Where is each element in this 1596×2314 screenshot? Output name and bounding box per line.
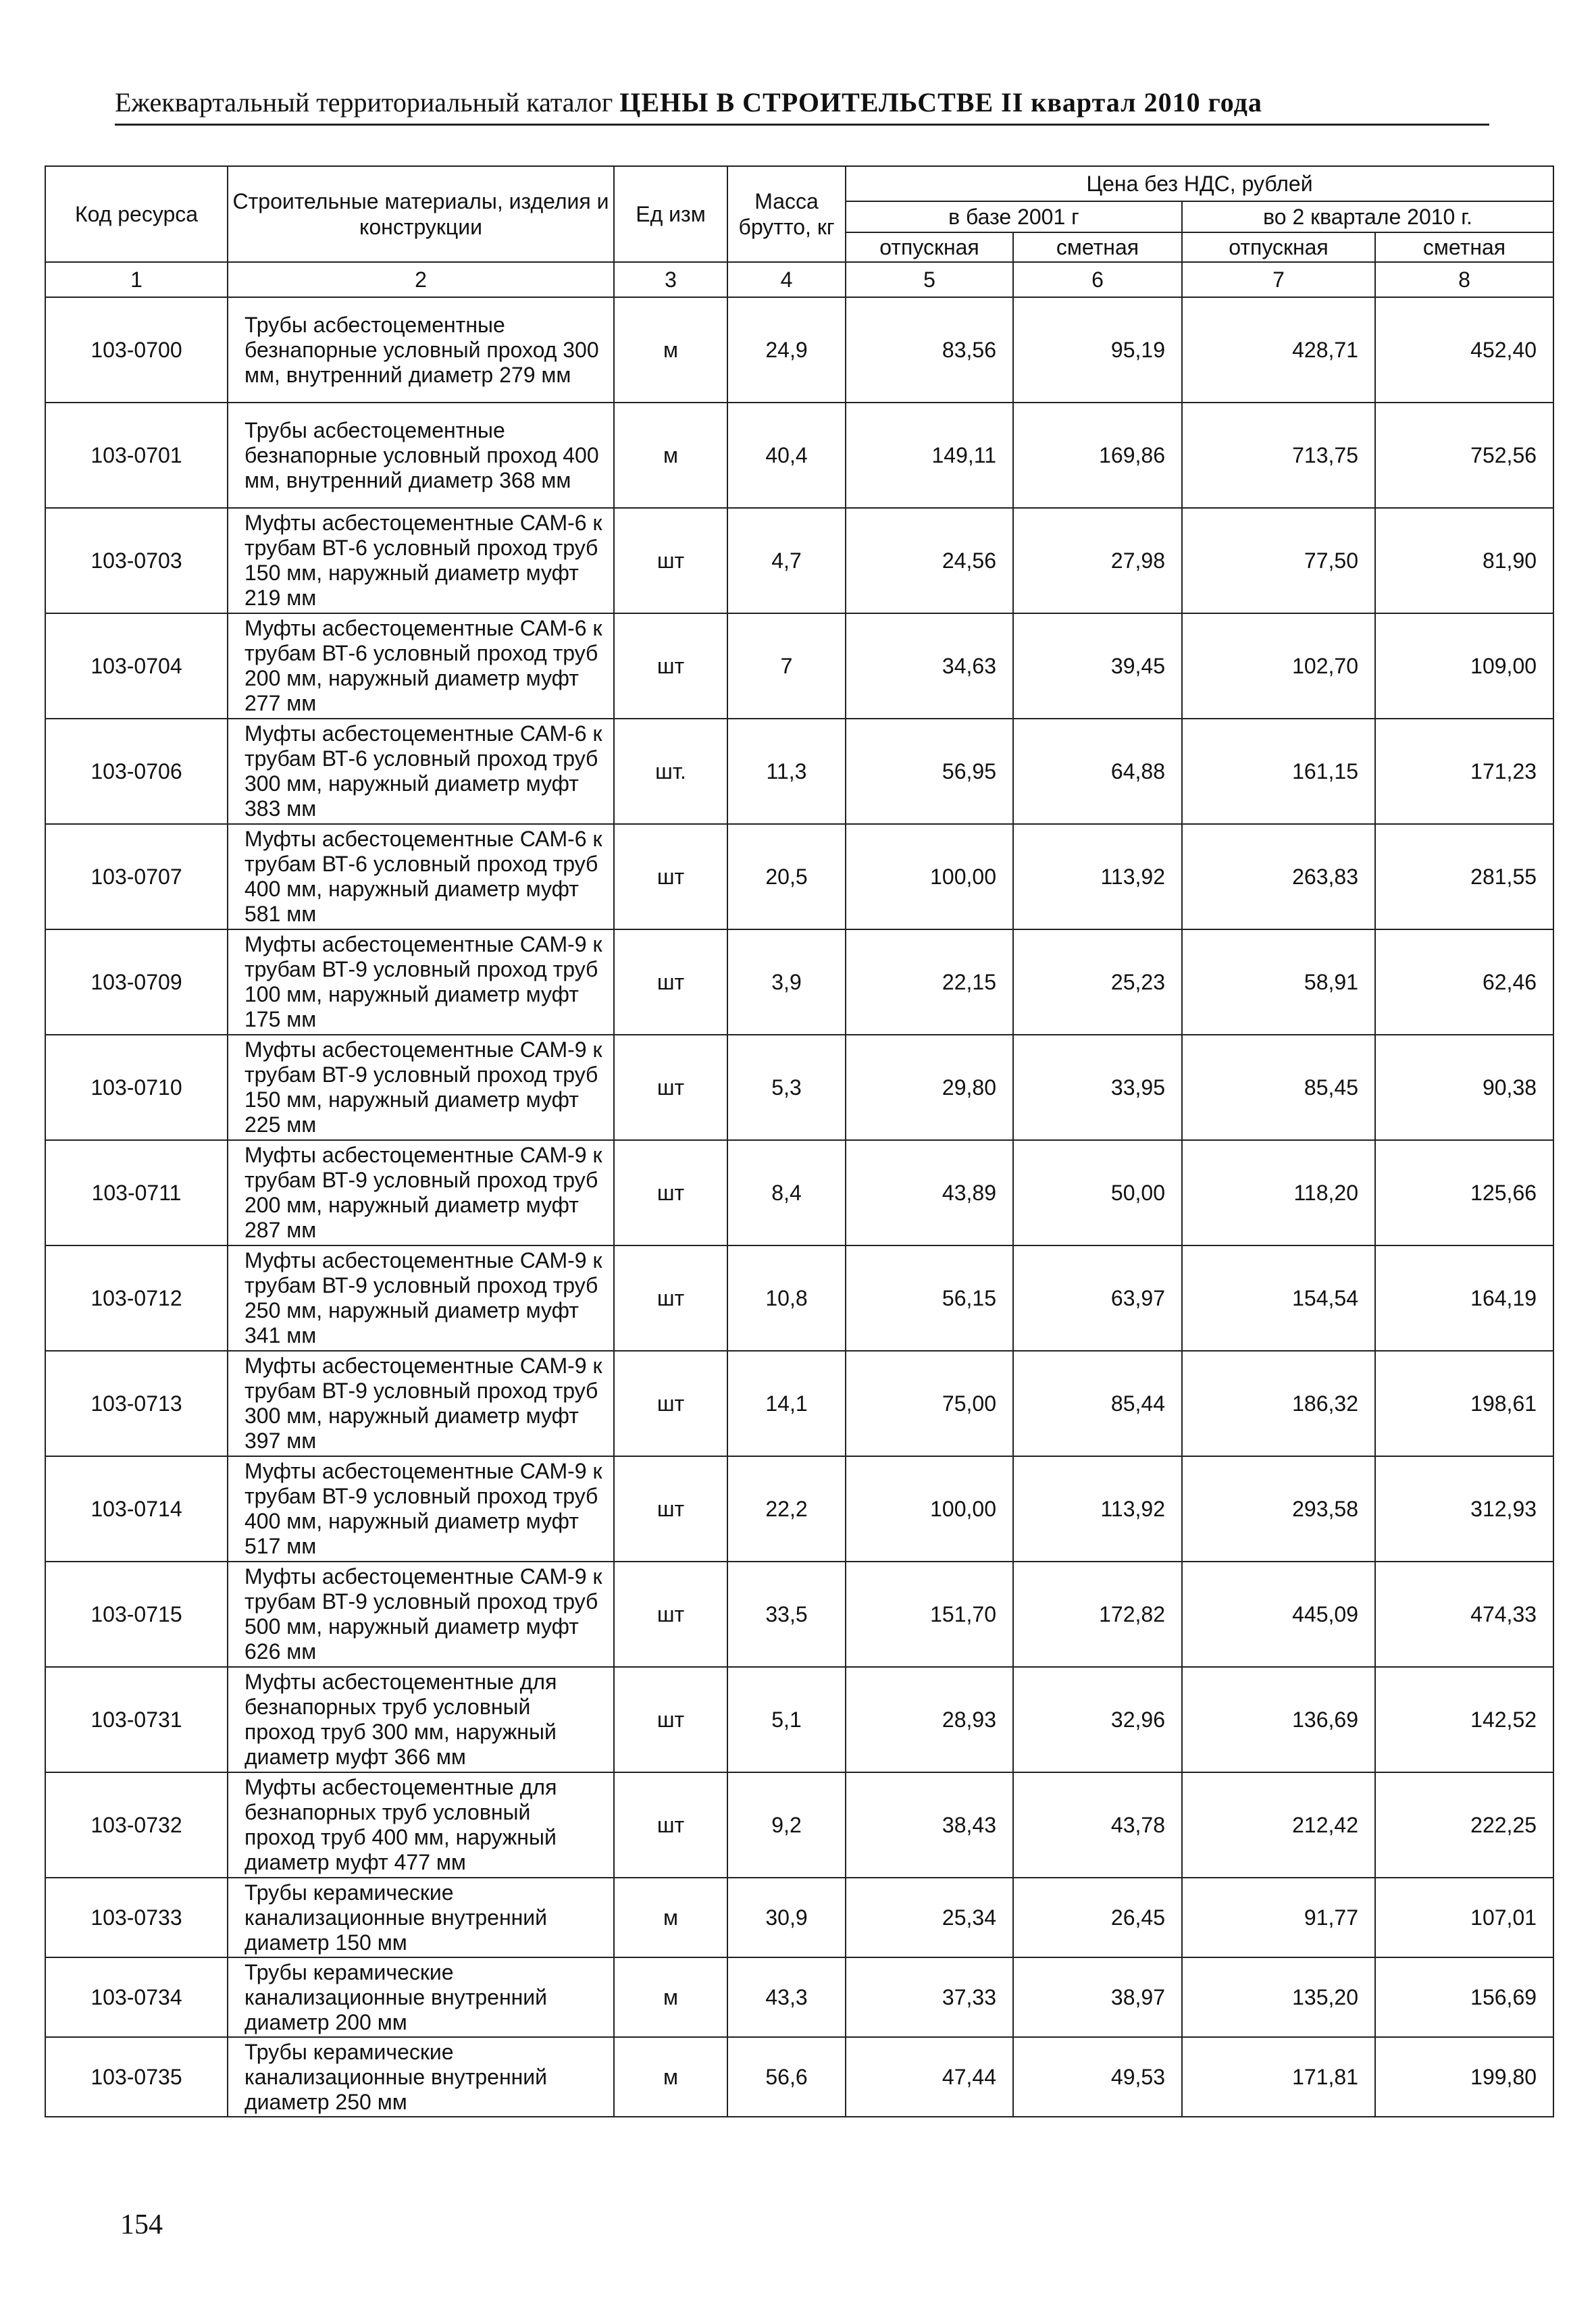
resource-code: 103-0700 (45, 297, 228, 403)
estimate-price-2010: 199,80 (1375, 2037, 1553, 2117)
estimate-price-2001: 33,95 (1013, 1035, 1182, 1140)
estimate-price-2001: 38,97 (1013, 1957, 1182, 2037)
estimate-price-2010: 109,00 (1375, 613, 1553, 719)
material-name: Муфты асбестоцементные САМ-9 к трубам ВТ-9 условный проход труб 150 мм, наружный диаметр муфт 225 мм (228, 1035, 614, 1140)
header-estimate-price-2010: сметная (1375, 232, 1553, 262)
header-estimate-price-2001: сметная (1013, 232, 1182, 262)
unit-cell: м (614, 1957, 727, 2037)
estimate-price-2010: 474,33 (1375, 1562, 1553, 1667)
unit-cell: м (614, 297, 727, 403)
column-number: 3 (614, 262, 727, 297)
mass-cell: 9,2 (727, 1772, 846, 1878)
estimate-price-2001: 32,96 (1013, 1667, 1182, 1772)
material-name: Муфты асбестоцементные САМ-9 к трубам ВТ-9 условный проход труб 100 мм, наружный диаметр муфт 175 мм (228, 929, 614, 1035)
resource-code: 103-0711 (45, 1140, 228, 1245)
release-price-2001: 56,95 (846, 719, 1013, 824)
resource-code: 103-0731 (45, 1667, 228, 1772)
release-price-2010: 102,70 (1182, 613, 1375, 719)
estimate-price-2001: 95,19 (1013, 297, 1182, 403)
resource-code: 103-0707 (45, 824, 228, 929)
resource-code: 103-0714 (45, 1456, 228, 1562)
release-price-2010: 428,71 (1182, 297, 1375, 403)
mass-cell: 14,1 (727, 1351, 846, 1456)
release-price-2001: 24,56 (846, 508, 1013, 613)
table-row (45, 1667, 1553, 1772)
estimate-price-2010: 281,55 (1375, 824, 1553, 929)
estimate-price-2010: 156,69 (1375, 1957, 1553, 2037)
material-name: Муфты асбестоцементные САМ-9 к трубам ВТ-9 условный проход труб 500 мм, наружный диаметр муфт 626 мм (228, 1562, 614, 1667)
release-price-2010: 186,32 (1182, 1351, 1375, 1456)
estimate-price-2010: 312,93 (1375, 1456, 1553, 1562)
resource-code: 103-0703 (45, 508, 228, 613)
estimate-price-2010: 90,38 (1375, 1035, 1553, 1140)
unit-cell: шт (614, 1245, 727, 1351)
estimate-price-2010: 81,90 (1375, 508, 1553, 613)
column-number: 1 (45, 262, 228, 297)
resource-code: 103-0715 (45, 1562, 228, 1667)
mass-cell: 4,7 (727, 508, 846, 613)
unit-cell: шт (614, 1667, 727, 1772)
unit-cell: м (614, 1878, 727, 1957)
release-price-2001: 25,34 (846, 1878, 1013, 1957)
header-q2-2010: во 2 квартале 2010 г. (1182, 201, 1553, 232)
estimate-price-2010: 62,46 (1375, 929, 1553, 1035)
resource-code: 103-0704 (45, 613, 228, 719)
table-row (45, 1878, 1553, 1957)
release-price-2010: 212,42 (1182, 1772, 1375, 1878)
price-table (45, 165, 1554, 2117)
resource-code: 103-0734 (45, 1957, 228, 2037)
mass-cell: 5,3 (727, 1035, 846, 1140)
unit-cell: шт (614, 613, 727, 719)
column-number: 8 (1375, 262, 1553, 297)
catalog-subtitle: Ежеквартальный территориальный каталог (115, 87, 613, 118)
mass-cell: 7 (727, 613, 846, 719)
header-base-2001: в базе 2001 г (846, 201, 1182, 232)
estimate-price-2010: 452,40 (1375, 297, 1553, 403)
resource-code: 103-0735 (45, 2037, 228, 2117)
mass-cell: 11,3 (727, 719, 846, 824)
table-row (45, 613, 1553, 719)
table-row (45, 1140, 1553, 1245)
release-price-2001: 34,63 (846, 613, 1013, 719)
estimate-price-2001: 113,92 (1013, 824, 1182, 929)
mass-cell: 3,9 (727, 929, 846, 1035)
unit-cell: шт (614, 824, 727, 929)
table-row (45, 1456, 1553, 1562)
estimate-price-2001: 169,86 (1013, 403, 1182, 508)
mass-cell: 40,4 (727, 403, 846, 508)
release-price-2001: 100,00 (846, 824, 1013, 929)
mass-cell: 5,1 (727, 1667, 846, 1772)
table-row (45, 1772, 1553, 1878)
estimate-price-2001: 85,44 (1013, 1351, 1182, 1456)
column-number: 5 (846, 262, 1013, 297)
estimate-price-2010: 125,66 (1375, 1140, 1553, 1245)
estimate-price-2001: 63,97 (1013, 1245, 1182, 1351)
table-row (45, 403, 1553, 508)
unit-cell: шт (614, 1562, 727, 1667)
resource-code: 103-0701 (45, 403, 228, 508)
release-price-2001: 29,80 (846, 1035, 1013, 1140)
material-name: Муфты асбестоцементные САМ-6 к трубам ВТ-6 условный проход труб 150 мм, наружный диаметр муфт 219 мм (228, 508, 614, 613)
estimate-price-2010: 164,19 (1375, 1245, 1553, 1351)
table-row (45, 1562, 1553, 1667)
release-price-2001: 149,11 (846, 403, 1013, 508)
estimate-price-2001: 26,45 (1013, 1878, 1182, 1957)
mass-cell: 20,5 (727, 824, 846, 929)
column-number-row (45, 262, 1553, 297)
material-name: Трубы асбестоцементные безнапорные условный проход 400 мм, внутренний диаметр 368 мм (228, 403, 614, 508)
resource-code: 103-0733 (45, 1878, 228, 1957)
header-mass: Масса брутто, кг (727, 166, 846, 262)
mass-cell: 33,5 (727, 1562, 846, 1667)
release-price-2001: 83,56 (846, 297, 1013, 403)
estimate-price-2001: 64,88 (1013, 719, 1182, 824)
column-number: 7 (1182, 262, 1375, 297)
material-name: Трубы керамические канализационные внутренний диаметр 150 мм (228, 1878, 614, 1957)
header-unit: Ед изм (614, 166, 727, 262)
unit-cell: шт. (614, 719, 727, 824)
mass-cell: 8,4 (727, 1140, 846, 1245)
resource-code: 103-0709 (45, 929, 228, 1035)
table-row (45, 508, 1553, 613)
mass-cell: 10,8 (727, 1245, 846, 1351)
estimate-price-2001: 25,23 (1013, 929, 1182, 1035)
release-price-2001: 47,44 (846, 2037, 1013, 2117)
table-row (45, 719, 1553, 824)
unit-cell: шт (614, 1035, 727, 1140)
mass-cell: 30,9 (727, 1878, 846, 1957)
resource-code: 103-0710 (45, 1035, 228, 1140)
unit-cell: шт (614, 1772, 727, 1878)
catalog-title: ЦЕНЫ В СТРОИТЕЛЬСТВЕ II квартал 2010 года (619, 87, 1262, 118)
table-row (45, 2037, 1553, 2117)
release-price-2010: 445,09 (1182, 1562, 1375, 1667)
estimate-price-2010: 222,25 (1375, 1772, 1553, 1878)
page-header (115, 86, 1489, 126)
release-price-2001: 43,89 (846, 1140, 1013, 1245)
table-row (45, 1245, 1553, 1351)
table-body (45, 297, 1553, 2117)
release-price-2010: 154,54 (1182, 1245, 1375, 1351)
header-code: Код ресурса (45, 166, 228, 262)
column-number: 6 (1013, 262, 1182, 297)
resource-code: 103-0706 (45, 719, 228, 824)
estimate-price-2001: 27,98 (1013, 508, 1182, 613)
estimate-price-2010: 142,52 (1375, 1667, 1553, 1772)
resource-code: 103-0712 (45, 1245, 228, 1351)
material-name: Муфты асбестоцементные САМ-6 к трубам ВТ-6 условный проход труб 200 мм, наружный диаметр муфт 277 мм (228, 613, 614, 719)
release-price-2010: 135,20 (1182, 1957, 1375, 2037)
resource-code: 103-0732 (45, 1772, 228, 1878)
material-name: Трубы керамические канализационные внутренний диаметр 200 мм (228, 1957, 614, 2037)
estimate-price-2001: 39,45 (1013, 613, 1182, 719)
column-number: 4 (727, 262, 846, 297)
estimate-price-2010: 107,01 (1375, 1878, 1553, 1957)
unit-cell: шт (614, 929, 727, 1035)
release-price-2001: 28,93 (846, 1667, 1013, 1772)
release-price-2010: 171,81 (1182, 2037, 1375, 2117)
material-name: Трубы керамические канализационные внутренний диаметр 250 мм (228, 2037, 614, 2117)
material-name: Муфты асбестоцементные САМ-6 к трубам ВТ-6 условный проход труб 300 мм, наружный диаметр муфт 383 мм (228, 719, 614, 824)
unit-cell: шт (614, 1456, 727, 1562)
material-name: Трубы асбестоцементные безнапорные условный проход 300 мм, внутренний диаметр 279 мм (228, 297, 614, 403)
release-price-2010: 58,91 (1182, 929, 1375, 1035)
release-price-2001: 38,43 (846, 1772, 1013, 1878)
release-price-2010: 77,50 (1182, 508, 1375, 613)
material-name: Муфты асбестоцементные САМ-6 к трубам ВТ-6 условный проход труб 400 мм, наружный диаметр муфт 581 мм (228, 824, 614, 929)
header-materials: Строительные материалы, изделия и конструкции (228, 166, 614, 262)
estimate-price-2001: 50,00 (1013, 1140, 1182, 1245)
column-number: 2 (228, 262, 614, 297)
unit-cell: шт (614, 1140, 727, 1245)
release-price-2010: 713,75 (1182, 403, 1375, 508)
resource-code: 103-0713 (45, 1351, 228, 1456)
page-number: 154 (120, 2209, 163, 2240)
material-name: Муфты асбестоцементные для безнапорных труб условный проход труб 400 мм, наружный диаметр муфт 477 мм (228, 1772, 614, 1878)
material-name: Муфты асбестоцементные для безнапорных труб условный проход труб 300 мм, наружный диаметр муфт 366 мм (228, 1667, 614, 1772)
table-row (45, 1035, 1553, 1140)
material-name: Муфты асбестоцементные САМ-9 к трубам ВТ-9 условный проход труб 250 мм, наружный диаметр муфт 341 мм (228, 1245, 614, 1351)
release-price-2001: 22,15 (846, 929, 1013, 1035)
material-name: Муфты асбестоцементные САМ-9 к трубам ВТ-9 условный проход труб 300 мм, наружный диаметр муфт 397 мм (228, 1351, 614, 1456)
table-row (45, 1351, 1553, 1456)
estimate-price-2010: 752,56 (1375, 403, 1553, 508)
material-name: Муфты асбестоцементные САМ-9 к трубам ВТ-9 условный проход труб 200 мм, наружный диаметр муфт 287 мм (228, 1140, 614, 1245)
release-price-2010: 293,58 (1182, 1456, 1375, 1562)
mass-cell: 56,6 (727, 2037, 846, 2117)
release-price-2001: 75,00 (846, 1351, 1013, 1456)
release-price-2010: 91,77 (1182, 1878, 1375, 1957)
table-row (45, 824, 1553, 929)
release-price-2010: 85,45 (1182, 1035, 1375, 1140)
release-price-2001: 56,15 (846, 1245, 1013, 1351)
unit-cell: шт (614, 508, 727, 613)
mass-cell: 22,2 (727, 1456, 846, 1562)
estimate-price-2001: 172,82 (1013, 1562, 1182, 1667)
estimate-price-2010: 198,61 (1375, 1351, 1553, 1456)
table-row (45, 1957, 1553, 2037)
release-price-2010: 118,20 (1182, 1140, 1375, 1245)
estimate-price-2001: 113,92 (1013, 1456, 1182, 1562)
header-release-price-2001: отпускная (846, 232, 1013, 262)
header-price-group: Цена без НДС, рублей (846, 166, 1553, 201)
mass-cell: 43,3 (727, 1957, 846, 2037)
table-row (45, 297, 1553, 403)
mass-cell: 24,9 (727, 297, 846, 403)
release-price-2010: 263,83 (1182, 824, 1375, 929)
estimate-price-2010: 171,23 (1375, 719, 1553, 824)
release-price-2001: 100,00 (846, 1456, 1013, 1562)
release-price-2001: 37,33 (846, 1957, 1013, 2037)
release-price-2010: 161,15 (1182, 719, 1375, 824)
unit-cell: шт (614, 1351, 727, 1456)
unit-cell: м (614, 403, 727, 508)
unit-cell: м (614, 2037, 727, 2117)
estimate-price-2001: 43,78 (1013, 1772, 1182, 1878)
table-row (45, 929, 1553, 1035)
release-price-2001: 151,70 (846, 1562, 1013, 1667)
header-release-price-2010: отпускная (1182, 232, 1375, 262)
release-price-2010: 136,69 (1182, 1667, 1375, 1772)
material-name: Муфты асбестоцементные САМ-9 к трубам ВТ-9 условный проход труб 400 мм, наружный диаметр муфт 517 мм (228, 1456, 614, 1562)
estimate-price-2001: 49,53 (1013, 2037, 1182, 2117)
